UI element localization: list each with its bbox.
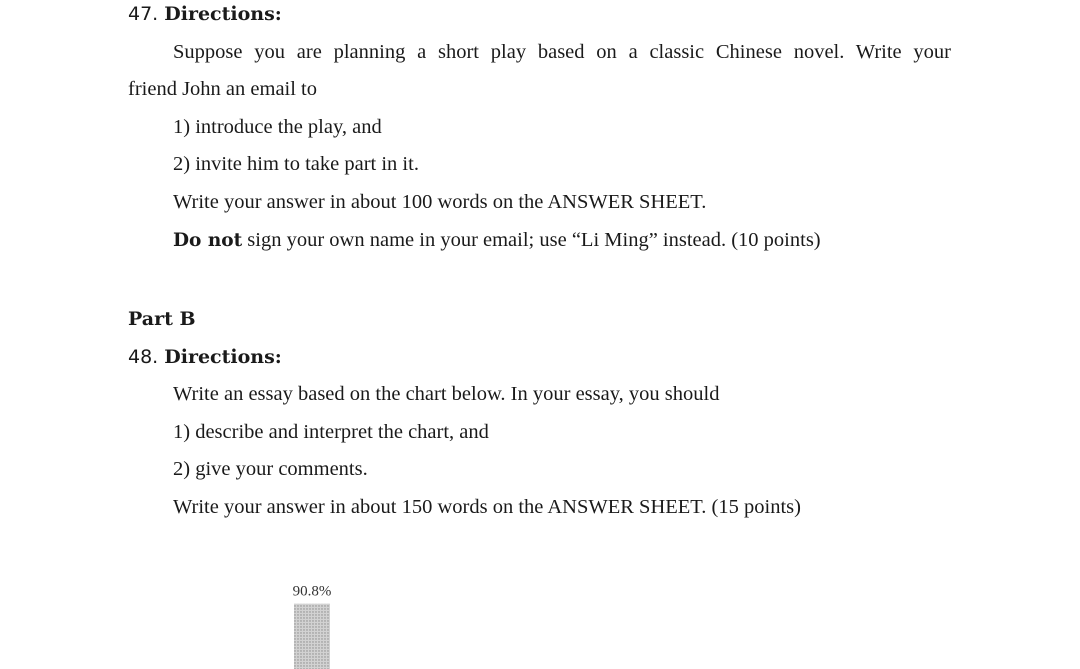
q47-note-text: sign your own name in your email; use “Li Ming” instead. (10 points) [242,229,821,251]
q47-note [173,228,821,253]
q47-directions-label: Directions: [164,3,282,25]
q48-directions-label: Directions: [164,346,282,368]
q48-item-1: 1) describe and interpret the chart, and [173,421,489,443]
q47-instruction: Write your answer in about 100 words on the ANSWER SHEET. [173,191,707,213]
chart-data-label-1: 90.8% [292,583,332,600]
chart-bar-1 [294,604,330,669]
q48-instruction: Write your answer in about 150 words on the ANSWER SHEET. (15 points) [173,496,801,518]
q47-heading [128,2,282,26]
q48-item-2: 2) give your comments. [173,458,368,480]
part-b-label: Part B [128,308,196,330]
q47-note-bold: Do not [173,230,243,251]
q48-intro: Write an essay based on the chart below. In your essay, you should [173,383,720,405]
chart-marks [293,584,443,669]
q47-paragraph-line1: Suppose you are planning a short play based on a classic Chinese novel. Write your [173,41,951,63]
q47-item-1: 1) introduce the play, and [173,116,382,138]
bar-chart [0,560,1080,669]
q47-number: 47. [128,3,159,25]
q47-paragraph-line2: friend John an email to [128,78,318,100]
q48-number: 48. [128,346,159,368]
part-b-title [128,307,196,331]
q47-item-2: 2) invite him to take part in it. [173,153,419,175]
q48-heading [128,345,282,369]
